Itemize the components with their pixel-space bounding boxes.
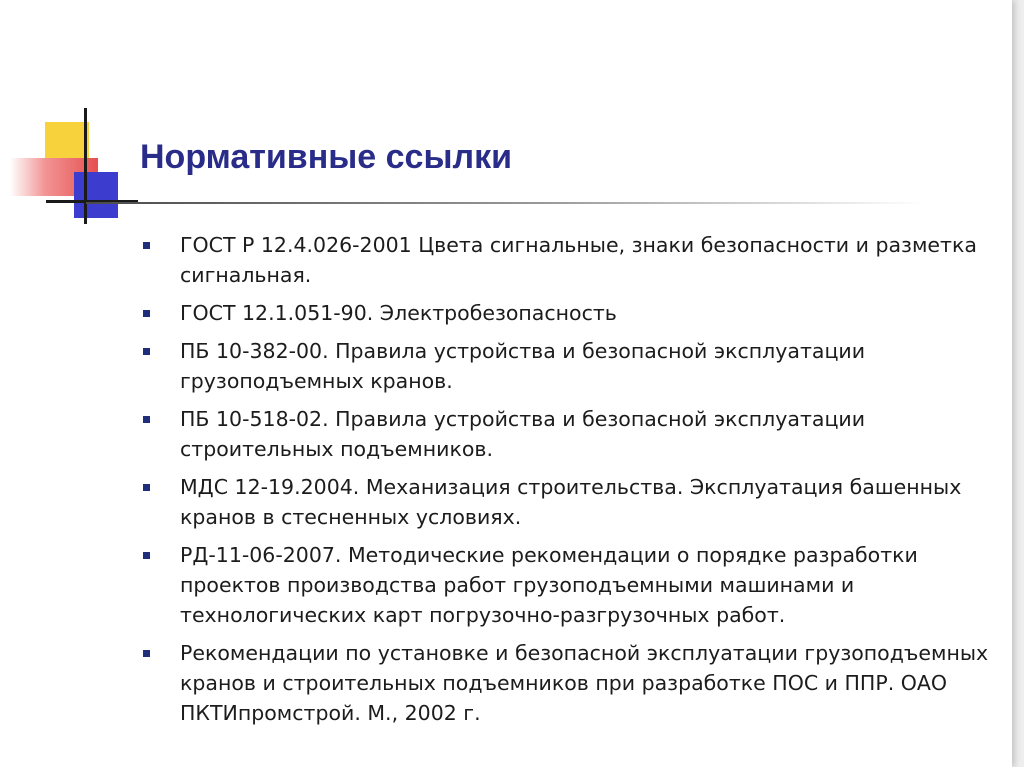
ornament-blue-square: [74, 172, 118, 218]
list-item: [140, 472, 990, 532]
square-bullet-icon: [143, 650, 150, 657]
list-item-text: ПБ 10-382-00. Правила устройства и безопасной эксплуатации грузоподъемных кранов.: [180, 339, 866, 393]
square-bullet-icon: [143, 310, 150, 317]
list-item: [140, 230, 990, 290]
square-bullet-icon: [143, 484, 150, 491]
list-item: [140, 298, 990, 328]
page-title: Нормативные ссылки: [140, 138, 513, 176]
list-item-text: ГОСТ Р 12.4.026-2001 Цвета сигнальные, знаки безопасности и разметка сигнальная.: [180, 233, 977, 287]
square-bullet-icon: [143, 242, 150, 249]
list-item-text: Рекомендации по установке и безопасной эксплуатации грузоподъемных кранов и строительных подъемников при разработке ПОС и ППР. ОАО ПКТИпромстрой. М., 2002 г.: [180, 641, 989, 725]
list-item: [140, 336, 990, 396]
list-item-text: ГОСТ 12.1.051-90. Электробезопасность: [180, 301, 617, 325]
list-item-text: РД-11-06-2007. Методические рекомендации о порядке разработки проектов производства работ грузоподъемными машинами и технологических карт погрузочно-разгрузочных работ.: [180, 543, 918, 627]
list-item-text: ПБ 10-518-02. Правила устройства и безопасной эксплуатации строительных подъемников.: [180, 407, 866, 461]
list-item-text: МДС 12-19.2004. Механизация строительства. Эксплуатация башенных кранов в стесненных условиях.: [180, 475, 962, 529]
title-underline: [86, 202, 926, 204]
square-bullet-icon: [143, 416, 150, 423]
list-item: [140, 638, 990, 728]
reference-list: [140, 230, 990, 736]
list-item: [140, 404, 990, 464]
square-bullet-icon: [143, 348, 150, 355]
ornament-vertical-line: [84, 108, 87, 224]
list-item: [140, 540, 990, 630]
square-bullet-icon: [143, 552, 150, 559]
